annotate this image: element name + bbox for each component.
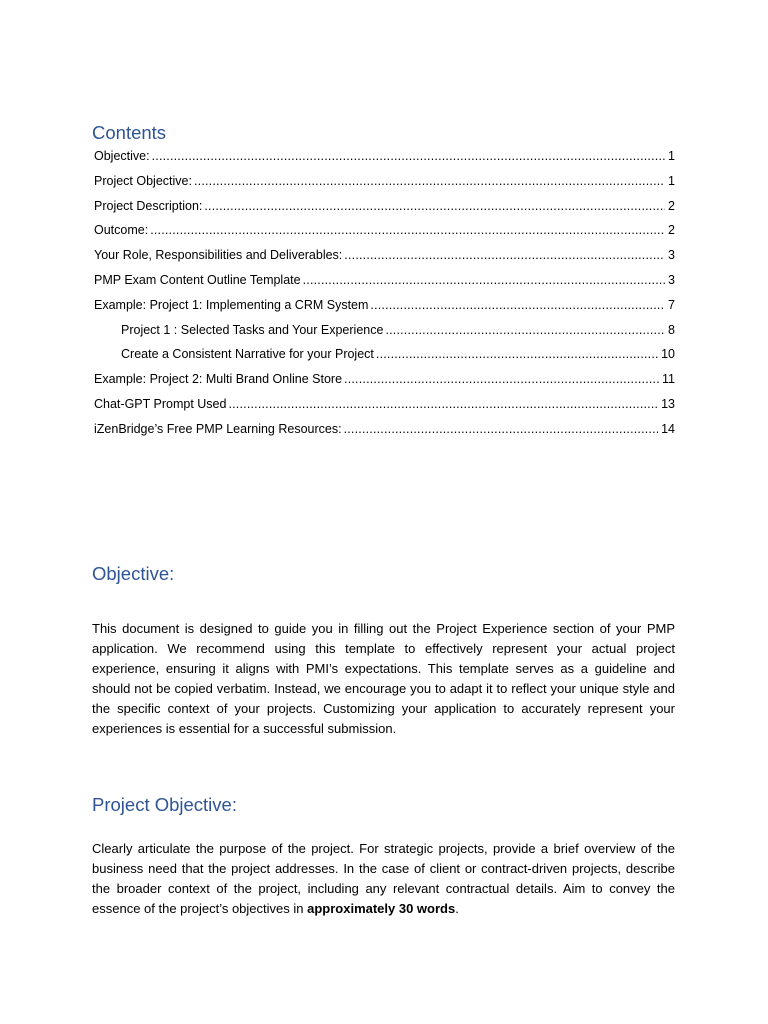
toc-entry-page-number: 11 bbox=[662, 372, 675, 387]
toc-entry[interactable] bbox=[94, 268, 675, 293]
objective-heading: Objective: bbox=[92, 563, 175, 584]
toc-entry[interactable] bbox=[94, 144, 675, 169]
toc-entry[interactable] bbox=[94, 194, 675, 219]
toc-entry-label: Chat-GPT Prompt Used bbox=[94, 396, 227, 411]
toc-leader bbox=[344, 417, 659, 442]
toc-entry-page-number: 2 bbox=[668, 223, 675, 238]
toc-leader bbox=[303, 268, 665, 293]
objective-paragraph: This document is designed to guide you in filling out the Project Experience section of your PMP application. We recommend using this template to effectively represent your actual project experience, ensuring it aligns with PMI’s expectations. This template serves as a guideline and should not be copied verbatim. Instead, we encourage you to adapt it to reflect your unique style and the specific context of your projects. Customizing your application to accurately represent your experiences is essential for a successful submission. bbox=[92, 621, 675, 736]
project-objective-heading: Project Objective: bbox=[92, 794, 237, 815]
toc-entry-label: Project Objective: bbox=[94, 173, 192, 188]
toc-entry[interactable] bbox=[94, 318, 675, 343]
toc-leader bbox=[376, 342, 658, 367]
toc-entry[interactable] bbox=[94, 218, 675, 243]
toc-leader bbox=[385, 318, 665, 343]
toc-entry-page-number: 8 bbox=[668, 322, 675, 337]
paragraph-text: . bbox=[455, 901, 459, 916]
toc-entry-label: Project Description: bbox=[94, 198, 203, 213]
toc-leader bbox=[152, 144, 665, 169]
toc-entry-label: Project 1 : Selected Tasks and Your Experience bbox=[121, 322, 384, 337]
toc-entry-label: Objective: bbox=[94, 149, 150, 163]
toc-entry-label: PMP Exam Content Outline Template bbox=[94, 272, 301, 287]
toc-leader bbox=[344, 367, 659, 392]
toc-entry-page-number: 3 bbox=[668, 248, 675, 263]
paragraph-text: Clearly articulate the purpose of the project. For strategic projects, provide a brief overview of the business need that the project addresses. In the case of client or contract-driven projects, describe the broader context of the project, including any relevant contractual details. Aim to convey the essence of the project’s objectives in bbox=[92, 841, 675, 916]
toc-leader bbox=[228, 392, 658, 417]
bold-emphasis: approximately 30 words bbox=[307, 901, 456, 916]
toc-entry[interactable] bbox=[94, 367, 675, 392]
toc-entry-label: Example: Project 1: Implementing a CRM System bbox=[94, 297, 369, 312]
toc-entry-page-number: 1 bbox=[668, 149, 675, 163]
toc-leader bbox=[150, 218, 665, 243]
toc-entry-page-number: 7 bbox=[668, 297, 675, 312]
toc-entry-page-number: 1 bbox=[668, 173, 675, 188]
table-of-contents bbox=[94, 144, 675, 442]
toc-entry[interactable] bbox=[94, 243, 675, 268]
toc-entry-label: Outcome: bbox=[94, 223, 149, 238]
toc-leader bbox=[204, 194, 665, 219]
toc-leader bbox=[194, 169, 665, 194]
toc-entry-label: iZenBridge’s Free PMP Learning Resources: bbox=[94, 421, 342, 436]
toc-entry-label: Example: Project 2: Multi Brand Online Store bbox=[94, 372, 343, 387]
toc-entry-label: Your Role, Responsibilities and Deliverables: bbox=[94, 248, 343, 263]
toc-entry-page-number: 2 bbox=[668, 198, 675, 213]
toc-entry-page-number: 14 bbox=[661, 421, 675, 436]
toc-entry-page-number: 3 bbox=[668, 272, 675, 287]
toc-leader bbox=[344, 243, 665, 268]
toc-entry[interactable] bbox=[94, 342, 675, 367]
toc-entry[interactable] bbox=[94, 293, 675, 318]
toc-entry[interactable] bbox=[94, 169, 675, 194]
toc-entry[interactable] bbox=[94, 417, 675, 442]
toc-entry[interactable] bbox=[94, 392, 675, 417]
toc-entry-page-number: 10 bbox=[661, 347, 675, 362]
project-objective-paragraph bbox=[92, 839, 675, 919]
toc-heading: Contents bbox=[92, 122, 167, 143]
toc-entry-page-number: 13 bbox=[661, 396, 675, 411]
toc-entry-label: Create a Consistent Narrative for your Project bbox=[121, 347, 374, 362]
toc-leader bbox=[370, 293, 665, 318]
